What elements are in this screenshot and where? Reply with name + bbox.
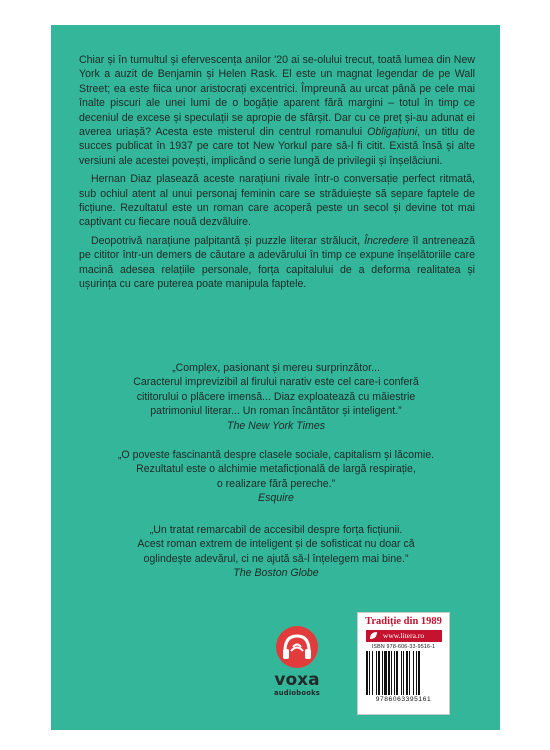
barcode-bar xyxy=(394,651,395,695)
barcode-bar xyxy=(401,651,402,695)
barcode-bar xyxy=(382,651,383,695)
barcode-bar xyxy=(403,651,404,695)
barcode-bar xyxy=(391,651,392,695)
quote-line: oglindește adevărul, ci ne ajută să-l înțelegem mai bine.” xyxy=(143,552,409,565)
review-quote xyxy=(71,448,481,506)
review-quote xyxy=(71,361,481,433)
publisher-logo xyxy=(267,625,327,697)
imprint-site-banner xyxy=(366,630,442,642)
description-text: , un titlu de succes publicat în 1937 pe care tot New Yorkul pare să-l fi citit. Există însă și alte versiuni ale acestei povești, implicând o serie lungă de privilegii și înșelăciuni. xyxy=(79,126,475,167)
quote-line: patrimoniul literar... Un roman încântător și inteligent.” xyxy=(150,405,402,418)
barcode-bar xyxy=(396,651,398,695)
barcode-bar xyxy=(369,651,370,695)
description-text: Deopotrivă narațiune palpitantă și puzzle literar strălucit, xyxy=(91,234,365,247)
barcode-bar xyxy=(409,651,410,695)
imprint-site: www.litera.ro xyxy=(382,631,425,640)
description-paragraph-2: Hernan Diaz plasează aceste narațiuni rivale într-o conversație perfect ritmată, sub ochiul atent al unui personaj feminin care se străduiește să separe faptele de ficțiune. Rezultatul este un roman care acoperă peste un secol și devine tot mai captivant cu fiecare nouă dezvăluire. xyxy=(79,173,475,229)
book-title-reference: Obligațiuni xyxy=(367,126,418,139)
barcode-bar xyxy=(372,651,373,695)
description-paragraph-1 xyxy=(79,53,475,168)
barcode-bar xyxy=(366,651,368,695)
quote-source: The New York Times xyxy=(226,419,326,432)
quote-line: „Un tratat remarcabil de accesibil despre forța ficțiunii. xyxy=(149,524,403,536)
quote-line: „O poveste fascinantă despre clasele sociale, capitalism și lăcomie. xyxy=(117,449,435,461)
description-text: Chiar și în tumultul și efervescența anilor '20 ai se-olului trecut, toată lumea din New York a auzit de Benjamin și Helen Rask. El este un magnat legendar de pe Wall Street; ea este fiica unor aristocrați excentrici. Împreună au urcat până pe cele mai înalte piscuri ale unei lumi de o bogăție aparent fără margini – totul în timp ce deceniul de excese și speculații se apropie de sfârșit. Dar cu ce preț și-au adunat ei averea uriașă? Acesta este misterul din centrul romanului xyxy=(79,54,475,139)
isbn-number: 9786063395161 xyxy=(375,696,432,703)
barcode-bar xyxy=(406,651,408,695)
description-text: îl antrenează pe cititor într-un demers de căutare a adevărului în timp ce expune înșelătoriile care macină adesea relațiile personale, forța capitalului de a deforma realitatea și ușurința cu care puterea poate manipula faptele. xyxy=(79,234,475,291)
barcode-sticker xyxy=(357,612,450,715)
barcode-bar xyxy=(376,651,377,695)
barcode-bar xyxy=(378,651,380,695)
imprint-tagline: Tradiție din 1989 xyxy=(365,616,442,627)
review-quote xyxy=(71,523,481,581)
book-title-reference: Încredere xyxy=(364,234,409,247)
leaf-icon xyxy=(369,630,378,642)
book-back-cover xyxy=(51,25,500,730)
quote-line: „Complex, pasionant și mereu surprinzător... xyxy=(172,362,380,374)
description-paragraph-3 xyxy=(79,234,475,292)
publisher-name: voxa xyxy=(274,670,320,690)
headphones-icon xyxy=(275,625,319,669)
barcode-bar xyxy=(388,651,390,695)
quote-source: Esquire xyxy=(258,492,294,505)
quote-line: o realizare fără pereche.” xyxy=(216,477,336,490)
quote-line: cititorului o plăcere imensă... Diaz exploatează cu măiestrie xyxy=(136,390,416,403)
barcode-bar xyxy=(418,651,420,695)
quote-line: Caracterul imprevizibil al firului narativ este cel care-i conferă xyxy=(133,376,419,389)
quote-line: Acest roman extrem de inteligent și de sofisticat nu doar că xyxy=(137,538,415,551)
quote-source: The Boston Globe xyxy=(233,567,319,580)
barcode xyxy=(364,651,444,695)
publisher-subtitle: audiobooks xyxy=(273,689,321,697)
barcode-bar xyxy=(384,651,387,695)
barcode-bar xyxy=(416,651,417,695)
book-description xyxy=(79,53,475,296)
barcode-bar xyxy=(413,651,414,695)
quote-line: Rezultatul este o alchimie metaficțională de largă respirație, xyxy=(136,463,416,476)
isbn-label: ISBN 978-606-33-9516-1 xyxy=(371,644,436,650)
